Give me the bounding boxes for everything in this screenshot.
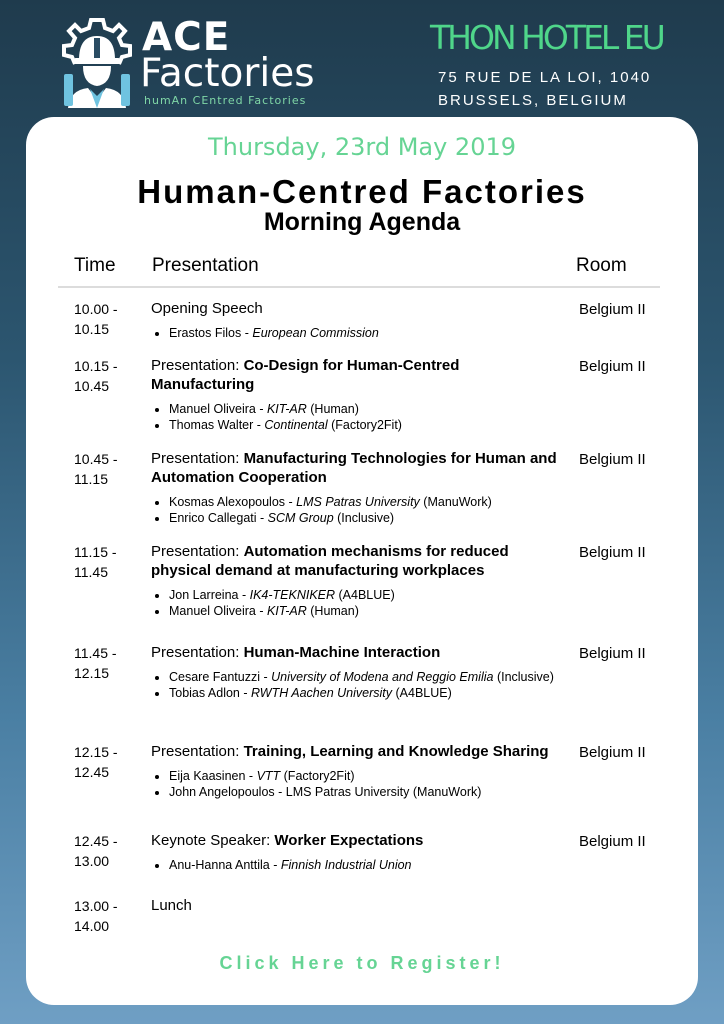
speaker-project: (Inclusive) <box>333 511 395 525</box>
session-info <box>151 643 566 701</box>
speaker-item <box>169 417 566 433</box>
speaker-list <box>151 669 566 701</box>
time-start: 12.15 - <box>74 744 118 760</box>
session-room: Belgium II <box>579 833 646 850</box>
session-info <box>151 542 566 619</box>
speaker-organization: RWTH Aachen University <box>251 686 393 700</box>
speaker-name: Cesare Fantuzzi - <box>169 670 272 684</box>
event-date: Thursday, 23rd May 2019 <box>207 133 517 161</box>
session-prefix: Keynote Speaker: <box>151 832 275 849</box>
session-prefix: Presentation: <box>151 743 244 760</box>
speaker-organization: KIT-AR <box>266 604 307 618</box>
speaker-organization: LMS Patras University <box>296 495 420 509</box>
session-time <box>74 449 134 489</box>
time-start: 10.45 - <box>74 451 118 467</box>
speaker-item <box>169 857 566 873</box>
speaker-name: Manuel Oliveira - <box>169 604 267 618</box>
speaker-project: (Inclusive) <box>493 670 554 684</box>
speaker-list <box>151 325 566 341</box>
speaker-list <box>151 587 566 619</box>
header-divider <box>58 286 660 288</box>
speaker-item <box>169 603 566 619</box>
time-end: 10.45 <box>74 378 110 394</box>
session-prefix: Presentation: <box>151 357 244 374</box>
session-info <box>151 831 566 873</box>
speaker-item <box>169 401 566 417</box>
session-title: Co-Design for Human-Centred Manufacturing <box>151 357 460 393</box>
session-info <box>151 299 566 341</box>
session-info <box>151 356 566 433</box>
logo-tagline: humAn CEntred Factories <box>144 94 307 107</box>
speaker-organization: SCM Group <box>267 511 334 525</box>
speaker-name: Manuel Oliveira - <box>169 402 267 416</box>
speaker-item <box>169 510 566 526</box>
session-title: Training, Learning and Knowledge Sharing <box>243 743 549 760</box>
speaker-project: (ManuWork) <box>419 495 492 509</box>
speaker-item <box>169 587 566 603</box>
column-header-presentation: Presentation <box>152 255 259 276</box>
speaker-item <box>169 685 566 701</box>
logo-ace-text: ACE <box>142 15 231 60</box>
time-start: 11.45 - <box>74 645 117 661</box>
address-line1: 75 RUE DE LA LOI, 1040 <box>438 69 652 86</box>
session-time <box>74 831 134 871</box>
page-header <box>0 0 724 120</box>
speaker-name: Tobias Adlon - <box>169 686 251 700</box>
session-time <box>74 542 134 582</box>
speaker-name: Erastos Filos - <box>169 326 253 340</box>
session-room: Belgium II <box>579 744 646 761</box>
speaker-organization: European Commission <box>252 326 379 340</box>
time-end: 10.15 <box>74 321 110 337</box>
agenda-title: Human-Centred Factories <box>137 173 587 210</box>
session-prefix: Presentation: <box>151 644 244 661</box>
time-start: 11.15 - <box>74 544 117 560</box>
time-end: 11.45 <box>74 564 108 580</box>
speaker-project: (Human) <box>306 604 359 618</box>
register-link[interactable]: Click Here to Register! <box>219 953 505 973</box>
worker-gear-icon <box>58 14 136 110</box>
address-line2: BRUSSELS, BELGIUM <box>438 92 628 109</box>
session-room: Belgium II <box>579 544 646 561</box>
speaker-project: (Factory2Fit) <box>327 418 402 432</box>
time-end: 12.45 <box>74 764 110 780</box>
speaker-list <box>151 401 566 433</box>
speaker-name: John Angelopoulos - LMS Patras University (ManuWork) <box>169 785 482 799</box>
time-start: 10.00 - <box>74 301 118 317</box>
time-end: 11.15 <box>74 471 108 487</box>
session-time <box>74 299 134 339</box>
speaker-organization: University of Modena and Reggio Emilia <box>271 670 494 684</box>
session-title: Manufacturing Technologies for Human and Automation Cooperation <box>151 450 557 486</box>
session-info <box>151 449 566 526</box>
session-room: Belgium II <box>579 451 646 468</box>
speaker-organization: VTT <box>256 769 281 783</box>
speaker-organization: KIT-AR <box>266 402 307 416</box>
speaker-name: Eija Kaasinen - <box>169 769 257 783</box>
hotel-name: THON HOTEL EU <box>430 18 663 57</box>
agenda-subtitle: Morning Agenda <box>263 208 461 236</box>
hotel-address <box>438 66 651 112</box>
logo-factories-text: Factories <box>140 51 315 96</box>
agenda-card <box>26 117 698 1005</box>
speaker-item <box>169 784 566 800</box>
session-title: Worker Expectations <box>274 832 424 849</box>
column-header-room: Room <box>576 255 627 276</box>
session-time <box>74 643 134 683</box>
speaker-name: Anu-Hanna Anttila - <box>169 858 281 872</box>
speaker-item <box>169 669 566 685</box>
session-prefix: Lunch <box>151 897 192 914</box>
session-prefix: Presentation: <box>151 543 244 560</box>
speaker-project: (Factory2Fit) <box>280 769 355 783</box>
time-end: 12.15 <box>74 665 110 681</box>
time-end: 13.00 <box>74 853 110 869</box>
session-room: Belgium II <box>579 301 646 318</box>
speaker-organization: Continental <box>264 418 328 432</box>
time-start: 13.00 - <box>74 898 118 914</box>
time-start: 12.45 - <box>74 833 118 849</box>
speaker-list <box>151 768 566 800</box>
column-header-time: Time <box>74 255 116 276</box>
speaker-name: Kosmas Alexopoulos - <box>169 495 297 509</box>
speaker-list <box>151 857 566 873</box>
session-info <box>151 896 566 915</box>
speaker-item <box>169 325 566 341</box>
session-time <box>74 742 134 782</box>
session-room: Belgium II <box>579 358 646 375</box>
speaker-name: Jon Larreina - <box>169 588 250 602</box>
speaker-list <box>151 494 566 526</box>
speaker-project: (Human) <box>306 402 359 416</box>
speaker-project: (A4BLUE) <box>392 686 452 700</box>
session-time <box>74 356 134 396</box>
session-room: Belgium II <box>579 645 646 662</box>
session-prefix: Presentation: <box>151 450 244 467</box>
speaker-item <box>169 768 566 784</box>
time-start: 10.15 - <box>74 358 118 374</box>
time-end: 14.00 <box>74 918 110 934</box>
session-prefix: Opening Speech <box>151 300 263 317</box>
speaker-name: Enrico Callegati - <box>169 511 268 525</box>
session-title: Human-Machine Interaction <box>243 644 441 661</box>
speaker-organization: Finnish Industrial Union <box>280 858 412 872</box>
speaker-name: Thomas Walter - <box>169 418 265 432</box>
session-time <box>74 896 134 936</box>
session-info <box>151 742 566 800</box>
speaker-project: (A4BLUE) <box>335 588 395 602</box>
session-title: Automation mechanisms for reduced physical demand at manufacturing workplaces <box>151 543 509 579</box>
speaker-organization: IK4-TEKNIKER <box>249 588 336 602</box>
speaker-item <box>169 494 566 510</box>
